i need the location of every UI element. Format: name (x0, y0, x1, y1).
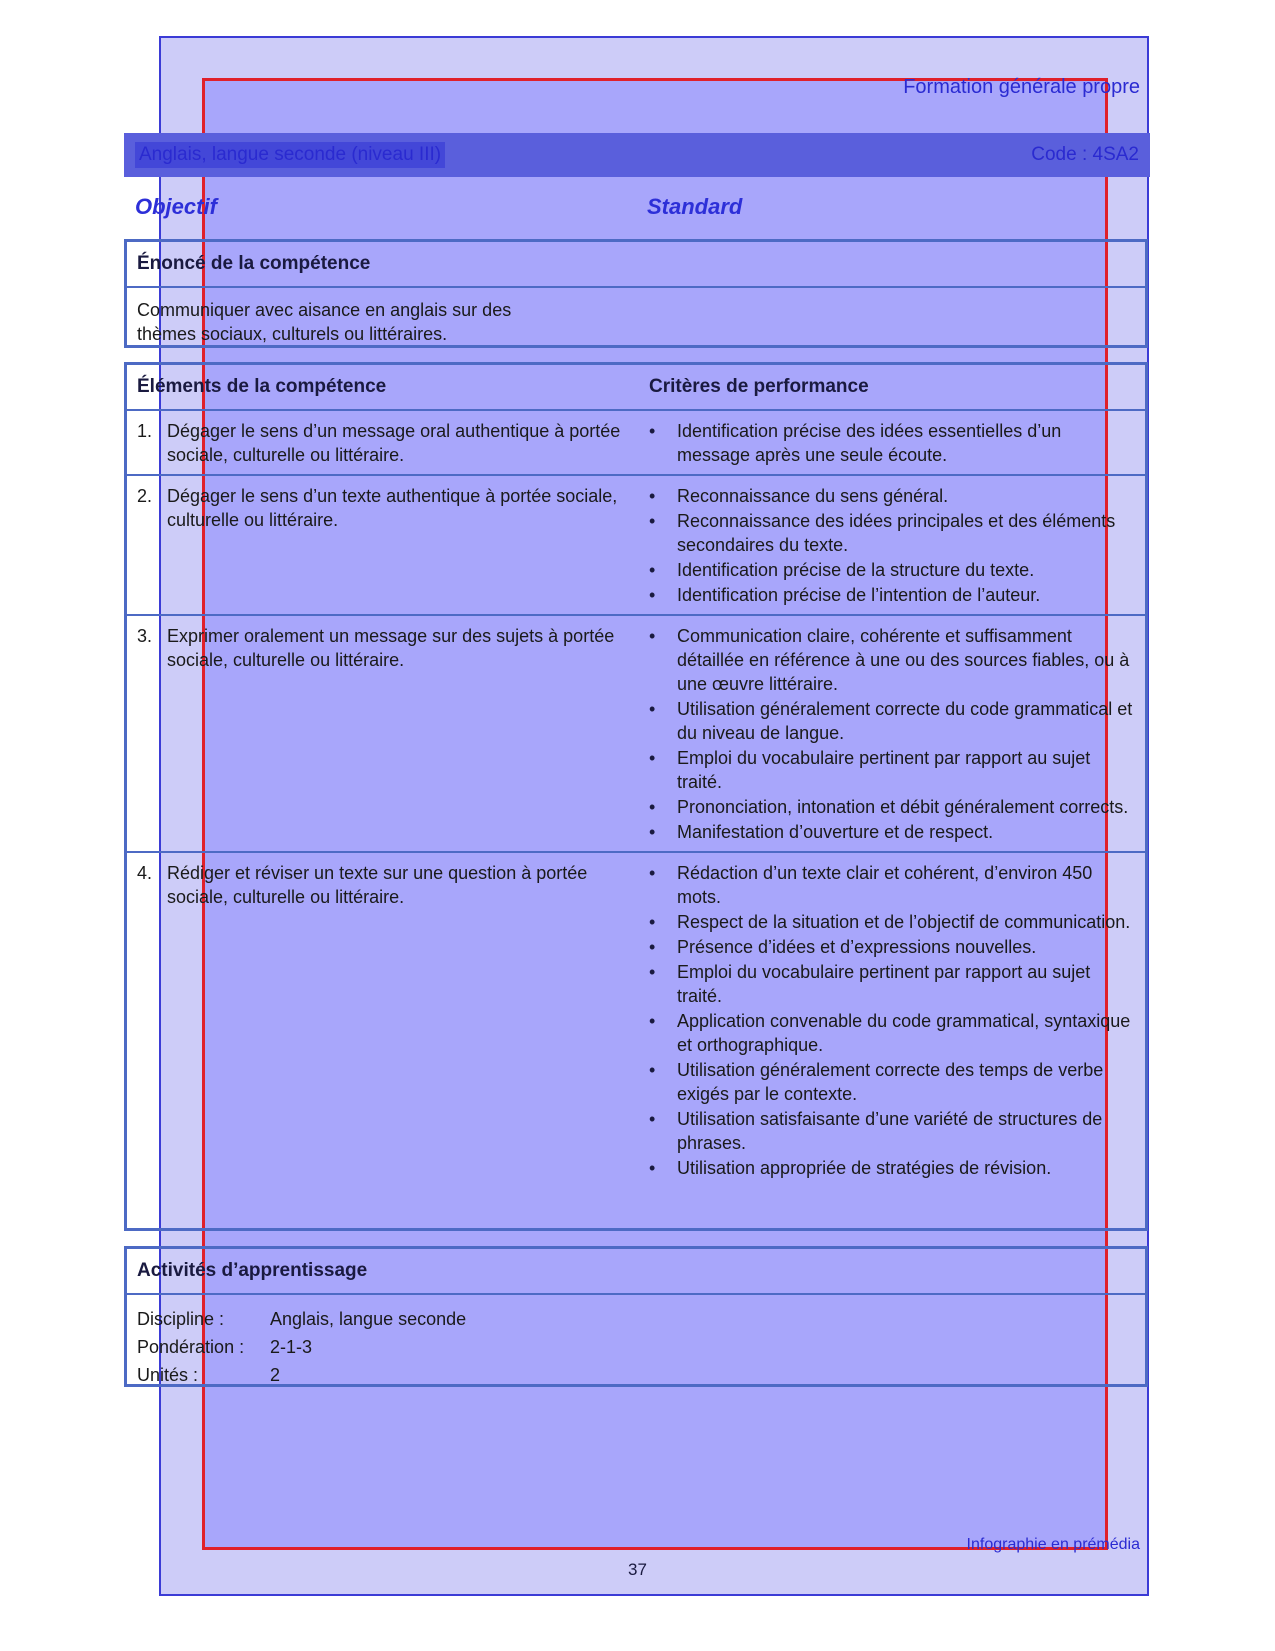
activities-body (127, 1295, 1145, 1399)
element-cell (137, 484, 647, 608)
criteria-item: • Application convenable du code grammatical, syntaxique et orthographique. (647, 1009, 1135, 1057)
discipline-line (137, 1305, 1135, 1333)
activities-box (124, 1246, 1148, 1387)
element-number: 4. (137, 863, 153, 883)
criteria-item: • Utilisation satisfaisante d’une variété de structures de phrases. (647, 1107, 1135, 1155)
elements-heading-left: Éléments de la compétence (137, 376, 387, 397)
course-title: Anglais, langue seconde (niveau III) (135, 142, 445, 168)
unites-line (137, 1361, 1135, 1389)
course-bar (124, 133, 1150, 177)
criteria-item: • Présence d’idées et d’expressions nouvelles. (647, 935, 1135, 959)
criteria-list (647, 624, 1135, 845)
elements-heading (127, 365, 1145, 411)
criteria-item: • Identification précise des idées essentielles d’un message après une seule écoute. (647, 419, 1135, 467)
criteria-item: • Emploi du vocabulaire pertinent par rapport au sujet traité. (647, 746, 1135, 794)
element-cell (137, 419, 647, 468)
criteria-item: • Identification précise de la structure du texte. (647, 558, 1135, 582)
criteria-item: • Utilisation généralement correcte des temps de verbe exigés par le contexte. (647, 1058, 1135, 1106)
element-cell (137, 624, 647, 845)
enonce-text: Communiquer avec aisance en anglais sur des thèmes sociaux, culturels ou littéraires. (137, 300, 512, 344)
element-text: Dégager le sens d’un texte authentique à portée sociale, culturelle ou littéraire. (167, 486, 618, 530)
enonce-heading: Énoncé de la compétence (127, 242, 1145, 288)
unites-value: 2 (270, 1365, 281, 1385)
criteria-item: • Rédaction d’un texte clair et cohérent, d’environ 450 mots. (647, 861, 1135, 909)
objective-label: Objectif (135, 194, 217, 219)
criteria-item: • Identification précise de l’intention de l’auteur. (647, 583, 1135, 607)
element-text: Exprimer oralement un message sur des sujets à portée sociale, culturelle ou littéraire. (167, 626, 615, 670)
element-number: 2. (137, 486, 153, 506)
program-footer: Infographie en prémédia (966, 1536, 1140, 1553)
criteria-list (647, 419, 1135, 468)
ponderation-line (137, 1333, 1135, 1361)
element-row (127, 616, 1145, 853)
criteria-item: • Manifestation d’ouverture et de respect. (647, 820, 1135, 844)
criteria-item: • Respect de la situation et de l’objectif de communication. (647, 910, 1135, 934)
criteria-list (647, 861, 1135, 1181)
elements-box (124, 362, 1148, 1231)
ponderation-label: Pondération : (137, 1337, 245, 1357)
element-text: Rédiger et réviser un texte sur une question à portée sociale, culturelle ou littéraire. (167, 863, 588, 907)
element-row (127, 411, 1145, 476)
ponderation-value: 2-1-3 (270, 1337, 313, 1357)
discipline-label: Discipline : (137, 1309, 225, 1329)
elements-rows (127, 411, 1145, 1187)
discipline-value: Anglais, langue seconde (270, 1309, 467, 1329)
criteria-item: • Utilisation appropriée de stratégies de révision. (647, 1156, 1135, 1180)
activities-heading: Activités d’apprentissage (127, 1249, 1145, 1295)
section-label: Formation générale propre (903, 76, 1140, 98)
enonce-box (124, 239, 1148, 348)
standard-label: Standard (647, 194, 743, 219)
criteria-item: • Communication claire, cohérente et suffisamment détaillée en référence à une ou des sources fiables, ou à une œuvre littéraire. (647, 624, 1135, 696)
element-row (127, 853, 1145, 1187)
element-number: 1. (137, 421, 153, 441)
criteria-list (647, 484, 1135, 608)
criteria-item: • Emploi du vocabulaire pertinent par rapport au sujet traité. (647, 960, 1135, 1008)
elements-heading-right: Critères de performance (649, 376, 869, 397)
element-cell (137, 861, 647, 1181)
element-row (127, 476, 1145, 616)
criteria-item: • Reconnaissance des idées principales et des éléments secondaires du texte. (647, 509, 1135, 557)
criteria-item: • Prononciation, intonation et débit généralement corrects. (647, 795, 1135, 819)
element-number: 3. (137, 626, 153, 646)
page-number: 37 (628, 1560, 647, 1579)
unites-label: Unités : (137, 1365, 199, 1385)
criteria-item: • Reconnaissance du sens général. (647, 484, 1135, 508)
course-code: Code : 4SA2 (1031, 144, 1139, 165)
criteria-item: • Utilisation généralement correcte du code grammatical et du niveau de langue. (647, 697, 1135, 745)
element-text: Dégager le sens d’un message oral authentique à portée sociale, culturelle ou littéraire. (167, 421, 621, 465)
